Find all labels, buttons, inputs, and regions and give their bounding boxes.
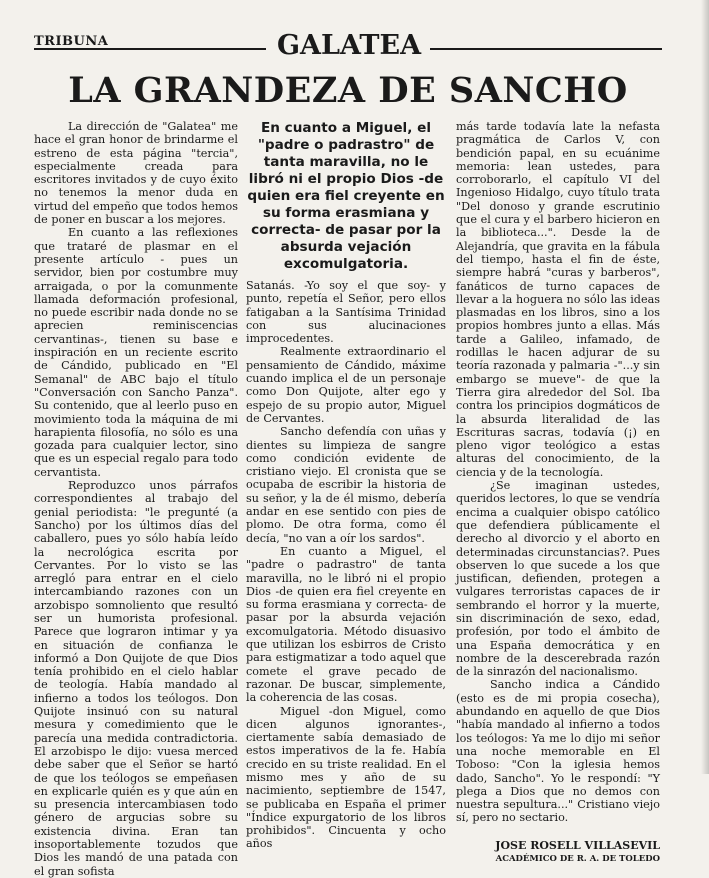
masthead-rule-right [430, 48, 662, 50]
article-column-2 [246, 120, 446, 851]
paragraph: más tarde todavía late la nefasta pragmática de Carlos V, con bendición papal, en su ecuánime memoria: lean ustedes, para corroborarlo, el capítulo VI del Ingenioso Hidalgo, cuyo título trata "Del donoso y grande escrutinio que el cura y el barbero hicieron en la biblioteca...". Desde la de Alejandría, que gravita en la fábula del tiempo, hasta el fin de éste, siempre habrá "curas y barberos", fanáticos de turno capaces de llevar a la hoguera no sólo las ideas plasmadas en los libros, sino a los propios hombres junto a ellas. Más tarde a Galileo, infamado, de rodillas le hacen adjurar de su teoría razonada y palmaria -"...y sin embargo se mueve"- de que la Tierra gira alrededor del Sol. Iba contra los principios dogmáticos de la absurda literalidad de las Escrituras sacras, todavía (¡) en pleno vigor teológico a estas alturas del conocimiento, de la ciencia y de la tecnología. [456, 120, 660, 479]
paragraph: Realmente extraordinario el pensamiento de Cándido, máxime cuando implica el de un personaje como Don Quijote, alter ego y espejo de su propio autor, Miguel de Cervantes. [246, 345, 446, 425]
section-label: TRIBUNA [34, 34, 109, 49]
article-headline: LA GRANDEZA DE SANCHO [68, 70, 628, 111]
paragraph: Sancho indica a Cándido (esto es de mi propia cosecha), abundando en aquello de que Dios "había mandado al infierno a todos los teólogos: Ya me lo dijo mi señor una noche memorable en El Toboso: "Con la iglesia hemos dado, Sancho". Yo le respondí: "Y plega a Dios que no demos con nuestra sepultura..." Cristiano viejo sí, pero no sectario. [456, 678, 660, 825]
paragraph: En cuanto a Miguel, el "padre o padrastro" de tanta maravilla, no le libró ni el propio Dios -de quien era fiel creyente en su forma erasmiana y correcta- de pasar por la absurda vejación excomulgatoria. Método disuasivo que utilizan los esbirros de Cristo para estigmatizar a todo aquel que comete el grave pecado de razonar. De buscar, simplemente, la coherencia de las cosas. [246, 544, 446, 705]
author-name: JOSE ROSELL VILLASEVIL [495, 838, 660, 852]
paragraph: ¿Se imaginan ustedes, queridos lectores, lo que se vendría encima a cualquier obispo católico que defendiera públicamente el derecho al divorcio y el aborto en determinadas circunstancias?. Pues observen lo que sucede a los que justifican, defienden, protegen a vulgares terroristas capaces de ir sembrando el horror y la muerte, sin discriminación de sexo, edad, profesión, por todo el ámbito de una España democrática y en nombre de la descerebrada razón de la sinrazón del nacionalismo. [456, 479, 660, 679]
paragraph: La dirección de "Galatea" me hace el gran honor de brindarme el estreno de esta página "tercia", especialmente creada para escritores invitados y de cuyo éxito no tenemos la menor duda en virtud del empeño que todos hemos de poner en buscar a los mejores. [34, 120, 238, 227]
paragraph: Miguel -don Miguel, como dicen algunos ignorantes-, ciertamente sabía demasiado de estos imperativos de la fe. Había crecido en su triste realidad. En el mismo mes y año de su nacimiento, septiembre de 1547, se publicaba en España el primer "Índice expurgatorio de los libros prohibidos". Cincuenta y ocho años [246, 704, 446, 851]
page-edge-shadow [701, 0, 709, 774]
paragraph: En cuanto a las reflexiones que trataré de plasmar en el presente artículo - pues un servidor, bien por costumbre muy arraigada, o por la comunmente llamada deformación profesional, no puede escribir nada donde no se aprecien reminiscencias cervantinas-, tienen su base e inspiración en un reciente escrito de Cándido, publicado en "El Semanal" de ABC bajo el título "Conversación con Sancho Panza". Su contenido, que al leerlo puso en movimiento toda la máquina de mi harapienta filosofía, no sólo es una gozada para cualquier lector, sino que es un especial regalo para todo cervantista. [34, 226, 238, 479]
paragraph: Satanás. -Yo soy el que soy- y punto, repetía el Señor, pero ellos fatigaban a la Santísima Trinidad con sus alucinaciones improcedentes. [246, 279, 446, 346]
pull-quote: En cuanto a Miguel, el "padre o padrastro" de tanta maravilla, no le libró ni el propio Dios -de quien era fiel creyente en su forma erasmiana y correcta- de pasar por la absurda vejación excomulgatoria. [247, 120, 445, 272]
masthead [34, 30, 662, 62]
paragraph: Sancho defendía con uñas y dientes su limpieza de sangre como condición evidente de cristiano viejo. El cronista que se ocupaba de escribir la historia de su señor, y la de él mismo, debería andar en ese sentido con pies de plomo. De otra forma, como él decía, "no van a oír los sardos". [246, 425, 446, 545]
author-title: ACADÉMICO DE R. A. DE TOLEDO [495, 853, 660, 864]
article-column-3 [456, 120, 660, 864]
byline [456, 839, 660, 865]
article-column-1 [34, 120, 238, 878]
paragraph: Reproduzco unos párrafos correspondientes al trabajo del genial periodista: "le pregunté (a Sancho) por los últimos días del caballero, pues yo sólo había leído la necrológica escrita por Cervantes. Por lo visto se las arregló para entrar en el cielo intercambiando razones con un arzobispo somnoliento que resultó ser un humorista profesional. Parece que lograron intimar y ya en situación de confianza le informó a Don Quijote de que Dios tenía prohibido en el cielo hablar de teología. Había mandado al infierno a todos los teólogos. Don Quijote insinuó con su natural mesura y comedimiento que le parecía una medida contradictoria. El arzobispo le dijo: vuesa merced debe saber que el Señor se hartó de que los teólogos se empeñasen en explicarle quién es y que aún en su presencia intercambiasen todo género de argucias sobre su existencia divina. Eran tan insoportablemente tozudos que Dios les mandó de una patada con el gran sofista [34, 479, 238, 878]
magazine-title: GALATEA [276, 30, 422, 61]
